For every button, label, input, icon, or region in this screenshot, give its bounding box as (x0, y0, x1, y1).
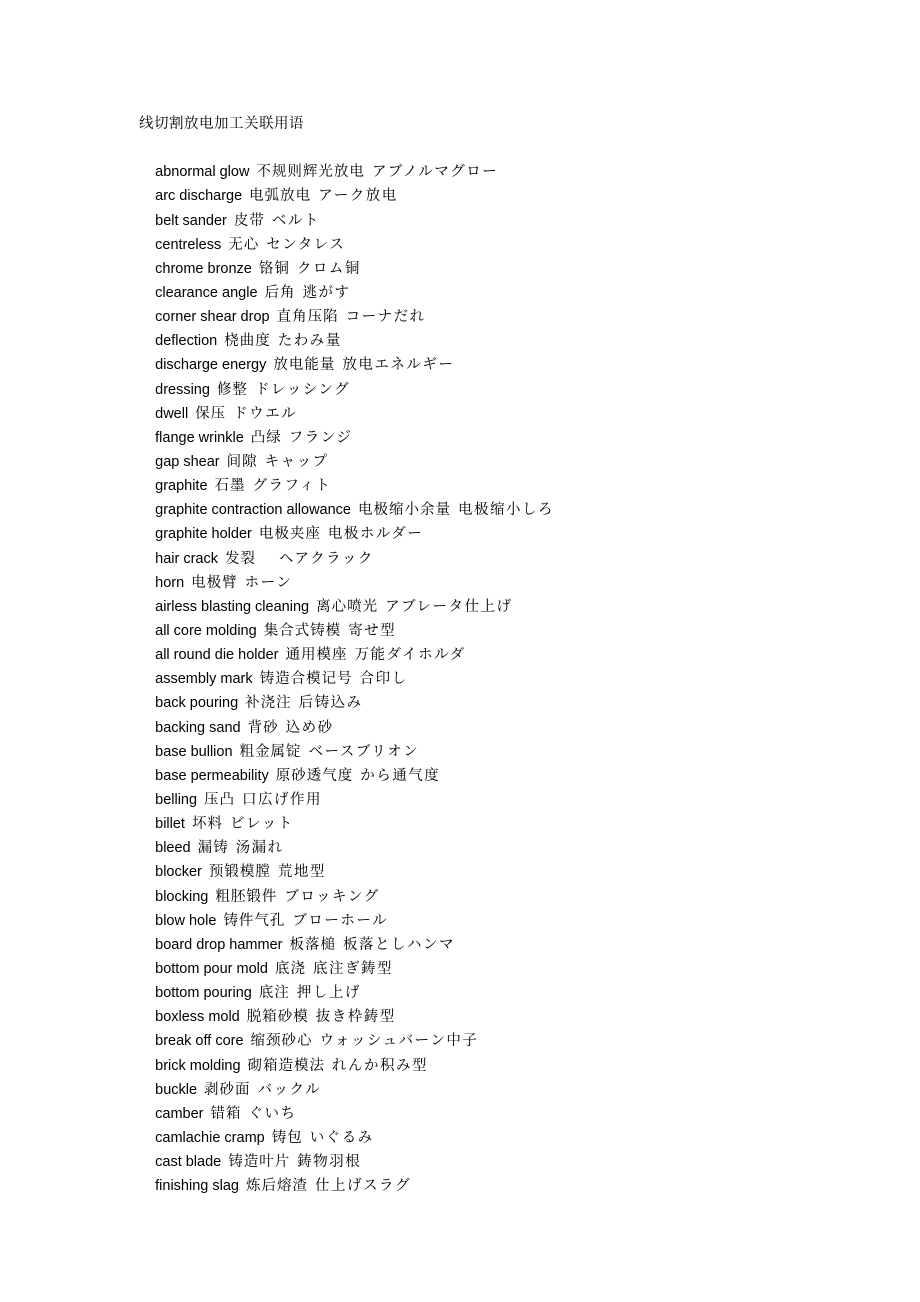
en-term: cast blade (155, 1154, 222, 1171)
zh-term: 电极缩小余量 (358, 502, 451, 519)
zh-term: 粗胚锻件 (215, 888, 278, 905)
zh-term: 电极夹座 (258, 526, 321, 543)
en-term: base permeability (155, 767, 269, 784)
zh-term: 发裂 (224, 550, 256, 567)
en-term: belling (155, 791, 198, 808)
en-term: abnormal glow (155, 164, 250, 181)
ja-term: 电极ホルダー (327, 526, 424, 543)
zh-term: 底注 (258, 985, 290, 1002)
zh-term: 预锻模膛 (208, 864, 271, 881)
en-term: clearance angle (155, 285, 258, 301)
en-term: bottom pouring (155, 985, 252, 1002)
en-term: dressing (155, 381, 210, 398)
zh-term: 砌箱造模法 (247, 1057, 326, 1074)
en-term: finishing slag (155, 1178, 239, 1195)
ja-term: 鋳物羽根 (297, 1154, 362, 1171)
en-term: brick molding (155, 1057, 241, 1074)
zh-term: 凸绿 (250, 429, 282, 446)
ja-term: ドウエル (233, 405, 298, 422)
en-term: buckle (155, 1081, 198, 1098)
ja-term: 合印し (359, 671, 408, 688)
zh-term: 皮带 (233, 212, 265, 229)
ja-term: 汤漏れ (235, 840, 284, 857)
ja-term: 抜き枠鋳型 (315, 1009, 396, 1026)
zh-term: 通用模座 (285, 647, 348, 664)
zh-term: 放电能量 (273, 357, 336, 374)
zh-term: 修整 (216, 381, 248, 398)
ja-term: 后铸込み (298, 695, 363, 712)
zh-term: 底浇 (274, 960, 306, 977)
en-term: arc discharge (155, 188, 243, 205)
ja-term: 万能ダイホルダ (354, 647, 466, 664)
ja-term: ブロッキング (284, 888, 380, 905)
ja-term: いぐるみ (309, 1129, 374, 1146)
ja-term: 板落としハンマ (342, 936, 455, 953)
ja-term: アブレータ仕上げ (385, 598, 513, 615)
ja-term: 仕上げスラグ (314, 1178, 411, 1195)
ja-term: ビレット (229, 816, 294, 833)
zh-term: 桡曲度 (224, 333, 271, 350)
en-term: centreless (155, 236, 222, 253)
zh-term: 铸包 (271, 1129, 303, 1146)
en-term: blocking (155, 888, 209, 905)
zh-term: 铬铜 (258, 260, 290, 277)
en-term: discharge energy (155, 357, 267, 374)
en-term: blocker (155, 864, 202, 881)
zh-term: 压凸 (204, 791, 236, 808)
en-term: airless blasting cleaning (155, 598, 310, 615)
en-term: assembly mark (155, 671, 253, 688)
zh-term: 原砂透气度 (275, 767, 354, 784)
en-term: dwell (155, 405, 189, 422)
en-term: flange wrinkle (155, 429, 244, 446)
zh-term: 铸造叶片 (228, 1154, 291, 1171)
ja-term: 底注ぎ鋳型 (312, 960, 393, 977)
zh-term: 错箱 (210, 1105, 242, 1122)
zh-term: 补浇注 (245, 695, 292, 712)
en-term: boxless mold (155, 1009, 240, 1026)
zh-term: 粗金属锭 (239, 743, 302, 760)
ja-term: ぐいち (248, 1105, 297, 1122)
ja-term: アーク放电 (318, 188, 398, 205)
ja-term: ドレッシング (254, 381, 351, 398)
zh-term: 坏料 (191, 816, 223, 833)
glossary-entries (139, 136, 554, 1195)
en-term: bottom pour mold (155, 960, 268, 977)
en-term: bleed (155, 840, 191, 857)
ja-term: ベースブリオン (308, 743, 420, 760)
ja-term: センタレス (266, 236, 346, 253)
en-term: blow hole (155, 912, 217, 929)
en-term: graphite contraction allowance (155, 502, 351, 519)
zh-term: 电极臂 (191, 574, 238, 591)
zh-term: 不规则辉光放电 (256, 164, 365, 181)
zh-term: 炼后熔渣 (245, 1178, 308, 1195)
en-term: all round die holder (155, 647, 279, 664)
ja-term: ブローホール (292, 912, 389, 929)
en-term: horn (155, 574, 185, 591)
ja-term: たわみ量 (277, 333, 342, 350)
zh-term: 缩颈砂心 (250, 1033, 313, 1050)
zh-term: 后角 (264, 285, 296, 301)
en-term: break off core (155, 1033, 244, 1050)
zh-term: 无心 (228, 236, 260, 253)
zh-term: 板落槌 (289, 936, 336, 953)
en-term: belt sander (155, 212, 227, 229)
ja-term: キャップ (264, 453, 329, 470)
ja-term: クロム铜 (296, 260, 361, 277)
glossary-entry (139, 136, 554, 181)
zh-term: 脱箱砂模 (246, 1009, 309, 1026)
ja-term: 寄せ型 (348, 622, 397, 639)
zh-term: 剥砂面 (204, 1081, 251, 1098)
en-term: billet (155, 816, 185, 833)
en-term: graphite holder (155, 526, 252, 543)
en-term: board drop hammer (155, 936, 283, 953)
zh-term: 石墨 (214, 478, 246, 495)
ja-term: コーナだれ (345, 309, 426, 326)
en-term: back pouring (155, 695, 239, 712)
ja-term: 口広げ作用 (242, 791, 323, 808)
zh-term: 集合式铸模 (263, 622, 342, 639)
zh-term: 漏铸 (197, 840, 229, 857)
glossary (139, 112, 554, 1195)
ja-term: ウォッシュバーン中子 (319, 1033, 479, 1050)
ja-term: 放电エネルギー (342, 357, 455, 374)
ja-term: バックル (257, 1081, 322, 1098)
zh-term: 直角压陷 (276, 309, 339, 326)
ja-term: れんか积み型 (332, 1057, 429, 1074)
ja-term: フランジ (288, 429, 353, 446)
ja-term: グラフィト (252, 478, 332, 495)
ja-term: 电极缩小しろ (458, 502, 554, 519)
zh-term: 铸造合模记号 (259, 671, 353, 688)
en-term: all core molding (155, 622, 257, 639)
zh-term: 离心喷光 (316, 598, 379, 615)
ja-term: ホーン (244, 574, 293, 591)
zh-term: 间隙 (226, 453, 258, 470)
ja-term: 押し上げ (296, 985, 361, 1002)
en-term: hair crack (155, 550, 218, 567)
page-title: 线切割放电加工关联用语 (139, 116, 304, 132)
ja-term: アブノルマグロー (371, 164, 499, 181)
en-term: chrome bronze (155, 260, 252, 277)
en-term: backing sand (155, 719, 241, 736)
ja-term: 荒地型 (277, 864, 326, 881)
en-term: gap shear (155, 453, 220, 470)
en-term: graphite (155, 478, 208, 495)
ja-term: 込め砂 (285, 719, 334, 736)
ja-term: ヘアクラック (262, 550, 374, 567)
ja-term: ベルト (271, 212, 320, 229)
en-term: base bullion (155, 743, 233, 760)
en-term: deflection (155, 333, 218, 350)
en-term: corner shear drop (155, 309, 270, 326)
ja-term: 逃がす (302, 285, 351, 301)
zh-term: 电弧放电 (249, 188, 312, 205)
zh-term: 背砂 (247, 719, 279, 736)
en-term: camber (155, 1105, 204, 1122)
en-term: camlachie cramp (155, 1129, 265, 1146)
ja-term: から通气度 (360, 767, 441, 784)
zh-term: 铸件气孔 (223, 912, 286, 929)
zh-term: 保压 (195, 405, 227, 422)
